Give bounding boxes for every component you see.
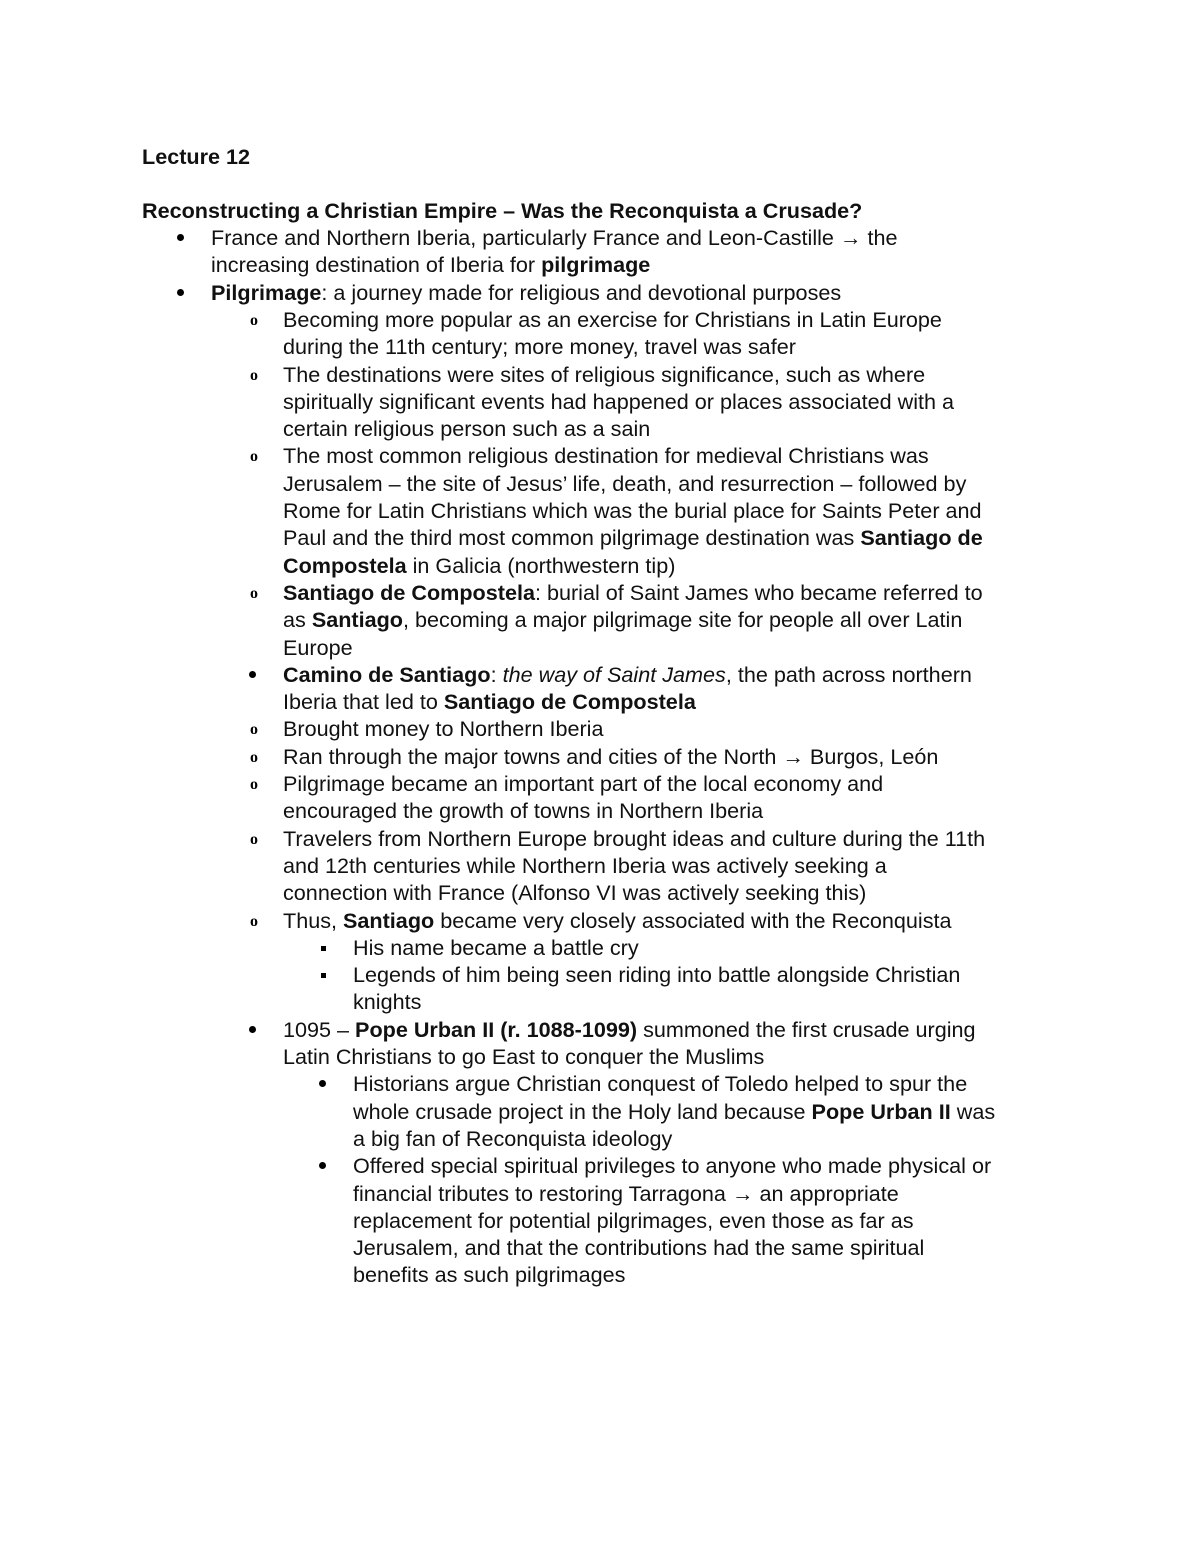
list-line xyxy=(283,715,603,742)
text-segment: : burial of Saint James who became referred to xyxy=(534,579,983,605)
text-segment: Legends of him being seen riding into battle alongside Christian xyxy=(353,962,961,988)
list-line xyxy=(283,388,954,415)
bullet-circle-icon: o xyxy=(250,776,258,793)
list-line xyxy=(283,470,966,497)
list-line xyxy=(283,825,985,852)
list-line xyxy=(283,579,983,606)
bullet-circle-icon: o xyxy=(250,721,258,739)
bullet-dot-icon xyxy=(177,289,184,296)
list-line xyxy=(283,497,982,524)
text-segment: Thus, xyxy=(283,907,344,933)
text-segment: Latin Christians to go East to conquer the Muslims xyxy=(283,1044,765,1069)
bold-text: Santiago xyxy=(311,607,403,633)
bullet-circle-icon: o xyxy=(250,584,258,602)
bullet-square-icon xyxy=(321,973,326,978)
list-line xyxy=(283,1043,764,1070)
list-line xyxy=(283,688,696,715)
text-segment: whole crusade project in the Holy land because xyxy=(353,1098,812,1124)
text-segment: , becoming a major pilgrimage site for people all over Latin xyxy=(403,607,963,633)
list-line xyxy=(283,306,942,333)
text-segment: increasing destination of Iberia for xyxy=(211,252,542,278)
bold-text: Santiago de Compostela xyxy=(283,579,535,605)
text-segment: summoned the first crusade urging xyxy=(637,1016,976,1042)
bullet-square-icon xyxy=(321,946,326,951)
list-line xyxy=(283,661,972,688)
list-line xyxy=(283,770,883,797)
text-segment: financial tributes to restoring Tarragona → an appropriate xyxy=(353,1180,899,1206)
bullet-circle-icon: o xyxy=(250,912,258,930)
text-segment: Historians argue Christian conquest of Toledo helped to spur the xyxy=(353,1071,968,1097)
bullet-circle-icon: o xyxy=(250,366,258,384)
list-line xyxy=(283,634,353,661)
text-segment: : a journey made for religious and devotional purposes xyxy=(321,279,842,305)
list-line xyxy=(353,1070,967,1097)
text-segment: benefits as such pilgrimages xyxy=(353,1262,626,1288)
text-segment: The destinations were sites of religious significance, such as where xyxy=(283,361,926,387)
text-segment: Europe xyxy=(283,634,353,660)
text-segment: a big fan of Reconquista ideology xyxy=(353,1125,673,1151)
list-line xyxy=(283,552,675,579)
text-segment: Offered special spiritual privileges to anyone who made physical or xyxy=(353,1153,992,1179)
list-line xyxy=(353,1098,995,1125)
bullet-dot-icon xyxy=(249,1026,256,1033)
list-line xyxy=(353,1261,625,1288)
section-heading: Reconstructing a Christian Empire – Was the Reconquista a Crusade? xyxy=(142,198,863,223)
list-line xyxy=(283,524,983,551)
text-segment: encouraged the growth of towns in Northern Iberia xyxy=(283,798,764,824)
text-segment: Pilgrimage became an important part of the local economy and xyxy=(283,771,884,796)
bold-text: Pope Urban II (r. 1088-1099) xyxy=(355,1016,638,1042)
list-line xyxy=(211,224,898,251)
bold-text: Santiago de xyxy=(860,525,983,551)
text-segment: Brought money to Northern Iberia xyxy=(283,716,604,742)
bold-text: Pilgrimage xyxy=(211,279,322,305)
text-segment: was xyxy=(950,1098,996,1124)
bold-text: Pope Urban II xyxy=(811,1098,951,1124)
text-segment: became very closely associated with the Reconquista xyxy=(434,907,952,933)
bullet-dot-icon xyxy=(177,234,184,241)
text-segment: 1095 – xyxy=(283,1016,356,1042)
text-segment: , the path across northern xyxy=(725,661,972,687)
text-segment: spiritually significant events had happened or places associated with a xyxy=(283,388,955,414)
lecture-title: Lecture 12 xyxy=(142,144,251,169)
text-segment: Paul and the third most common pilgrimage destination was xyxy=(283,525,861,551)
list-line xyxy=(283,743,938,770)
bold-text: Santiago de Compostela xyxy=(443,689,696,715)
text-segment: Jerusalem – the site of Jesus’ life, death, and resurrection – followed by xyxy=(283,470,967,496)
list-line xyxy=(353,934,639,961)
list-line xyxy=(283,415,650,442)
list-line xyxy=(283,1016,976,1043)
text-segment: Becoming more popular as an exercise for Christians in Latin Europe xyxy=(283,306,942,332)
list-line xyxy=(283,907,952,934)
list-line xyxy=(211,251,650,278)
list-line xyxy=(353,1234,924,1261)
text-segment: as xyxy=(283,607,312,633)
list-line xyxy=(283,797,763,824)
text-segment: knights xyxy=(353,989,422,1015)
italic-text: the way of Saint James xyxy=(502,661,726,687)
list-line xyxy=(353,1180,899,1207)
text-segment: : xyxy=(490,661,503,687)
list-line xyxy=(283,442,929,469)
list-line xyxy=(283,606,962,633)
text-segment: and 12th centuries while Northern Iberia was actively seeking a xyxy=(283,852,887,878)
bullet-circle-icon: o xyxy=(250,830,258,848)
bullet-dot-icon xyxy=(319,1162,326,1169)
text-segment: connection with France (Alfonso VI was actively seeking this) xyxy=(283,880,867,906)
text-segment: Iberia that led to xyxy=(283,689,444,715)
bullet-dot-icon xyxy=(249,671,256,678)
text-segment: His name became a battle cry xyxy=(353,934,639,960)
text-segment: in Galicia (northwestern tip) xyxy=(406,552,676,578)
bullet-circle-icon: o xyxy=(250,311,258,329)
text-segment: replacement for potential pilgrimages, even those as far as xyxy=(353,1207,914,1233)
text-segment: France and Northern Iberia, particularly France and Leon-Castille → the xyxy=(211,225,898,250)
list-line xyxy=(353,1207,914,1234)
list-line xyxy=(353,961,960,988)
text-segment: Rome for Latin Christians which was the burial place for Saints Peter and xyxy=(283,498,982,523)
list-line xyxy=(353,1152,991,1179)
list-line xyxy=(353,988,421,1015)
list-line xyxy=(283,879,866,906)
bold-text: pilgrimage xyxy=(541,252,651,278)
list-line xyxy=(211,279,841,306)
list-line xyxy=(283,361,925,388)
list-line xyxy=(283,852,887,879)
text-segment: Jerusalem, and that the contributions had the same spiritual xyxy=(353,1235,925,1261)
bullet-circle-icon: o xyxy=(250,448,258,466)
text-segment: certain religious person such as a sain xyxy=(283,416,651,442)
bullet-circle-icon: o xyxy=(250,748,258,766)
text-segment: Ran through the major towns and cities of the North → Burgos, León xyxy=(283,743,939,769)
text-segment: during the 11th century; more money, travel was safer xyxy=(283,334,796,360)
list-line xyxy=(283,333,796,360)
text-segment: Travelers from Northern Europe brought ideas and culture during the 11th xyxy=(283,825,986,851)
text-segment: The most common religious destination for medieval Christians was xyxy=(283,443,929,469)
bold-text: Compostela xyxy=(283,552,407,578)
list-line xyxy=(353,1125,672,1152)
bullet-dot-icon xyxy=(319,1080,326,1087)
bold-text: Santiago xyxy=(343,907,435,933)
bold-text: Camino de Santiago xyxy=(283,661,491,687)
